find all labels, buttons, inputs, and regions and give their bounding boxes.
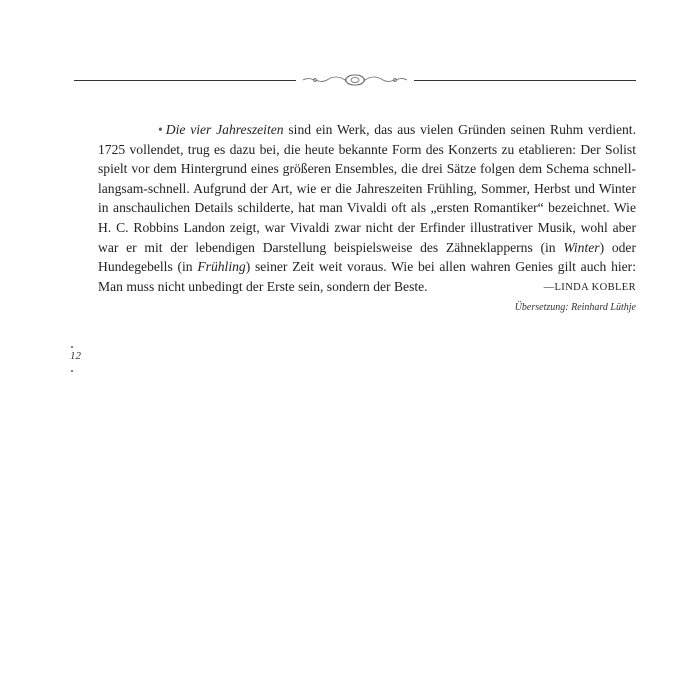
essay-work-title: Die vier Jahreszeiten — [165, 122, 284, 137]
author-signature: —LINDA KOBLER — [543, 282, 636, 293]
rule-line-left — [74, 80, 296, 81]
essay-spring-title: Frühling — [197, 259, 246, 275]
header-rule — [74, 72, 636, 88]
margin-dot-top — [71, 346, 73, 348]
rule-line-right — [414, 80, 636, 81]
bullet-icon: • — [158, 122, 163, 137]
essay-paragraph — [98, 120, 636, 296]
essay-text-part-3: ) seiner Zeit weit voraus. Wie bei allen wahren Genies gilt auch hier: Man muss nicht unbedingt der Erste sein, sondern der Beste. — [98, 259, 636, 294]
translation-credit: Übersetzung: Reinhard Lüthje — [514, 302, 636, 313]
essay-text-part-2: ) oder Hundegebells (in — [98, 239, 636, 275]
margin-dot-bottom — [71, 370, 73, 372]
page-number: 12 — [70, 350, 81, 362]
essay-text-part-1: sind ein Werk, das aus vielen Gründen seinen Ruhm verdient. 1725 vollendet, trug es dazu bei, die heute bekannte Form des Konzerts zu etablieren: Der Solist spielt vor dem Hintergrund eines größeren Ensembles, die drei Sätze folgen dem Schema schnell-langsam-schnell. Aufgrund der Art, wie er die Jahreszeiten Frühling, Sommer, Herbst und Winter in anschaulichen Details schilderte, hat man Vivaldi oft als „ersten Romantiker“ bezeichnet. Wie H. C. Robbins Landon zeigt, war Vivaldi zwar nicht der Erfinder illustrativer Musik, wohl aber war er mit der lebendigen Darstellung beispielsweise des Zähneklapperns (in — [98, 122, 636, 255]
ornament-flourish-icon — [301, 72, 409, 88]
essay-text-block — [98, 120, 636, 296]
essay-winter-title: Winter — [563, 239, 600, 255]
